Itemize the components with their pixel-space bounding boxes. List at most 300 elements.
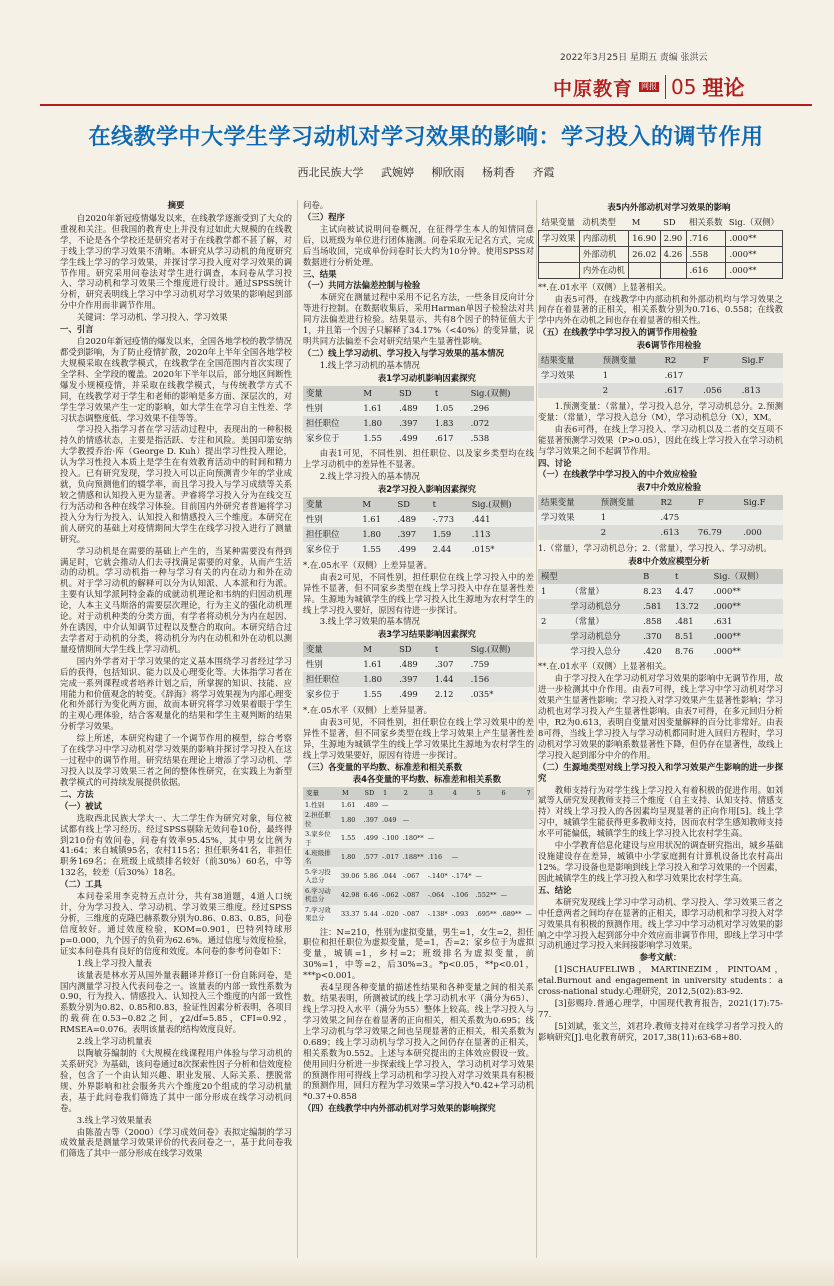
- reference-item: [1]SCHAUFELIWB，MARTINEZIM，PINTOAM，etal.Burnout and engagement in university students：a cross-national study.心理研究，2012,5(02):83-92.: [538, 964, 783, 997]
- table-cell: [524, 800, 535, 810]
- table-header-row: [538, 495, 783, 510]
- table-header-cell: 变量: [303, 642, 360, 657]
- table-header-cell: 7: [524, 787, 535, 799]
- table-cell: [740, 510, 783, 525]
- table-cell: [524, 810, 535, 829]
- table-cell: .056: [703, 384, 722, 395]
- table-cell: [538, 644, 567, 659]
- table-cell: -.773: [432, 514, 455, 525]
- table-cell: （常量）: [570, 585, 604, 596]
- table-header-cell: Sig.(双侧): [468, 386, 534, 401]
- subsection-heading: （一）被试: [60, 800, 102, 811]
- table-cell: .000: [743, 527, 762, 538]
- abstract-text: 自2020年新冠疫情爆发以来，在线教学逐渐受到了大众的重视和关注。但我国的教育史上并没有过如此大规模的在线教学，不论是各个学校还是研究者对于在线教学都不甚了解，对于线上学习的学习效果不清晰。本研究从学习动机的角度研究学生线上学习的学习效果，并探讨学习投入度对学习效果的调节作用。研究采用问卷法对学生进行调查，本问卷从学习投入、学习动机和学习效果三个维度进行设计。通过SPSS统计分析，研究表明线上学习中学习动机对学习效果的影响起到部分中介作用而非调节作用。: [60, 212, 292, 311]
- paragraph: 综上所述，本研究构建了一个调节作用的模型，综合考察了在线学习中学习动机对学习效果的影响并探讨学习投入在这一过程中的调节作用。研究结果在理论上增添了学习动机、学习投入以及学习效果三者之间的整体性研究，在实践上为新型教学模式的可持续发展提供依据。: [60, 733, 292, 787]
- table-header-cell: R2: [658, 495, 695, 510]
- table-cell: 26.02: [629, 246, 660, 262]
- paragraph: 2.线上学习动机量表: [76, 1036, 152, 1047]
- table-cell: .499: [363, 834, 379, 843]
- table-cell: [474, 848, 499, 867]
- table-row: [303, 542, 534, 557]
- paragraph: 问卷。: [303, 200, 329, 210]
- table-cell: .695**: [475, 909, 497, 918]
- table-cell: 2.担任职位: [305, 811, 331, 828]
- table-row: [303, 905, 534, 924]
- table-cell: -.138*: [427, 909, 448, 918]
- table-cell: .188**: [402, 853, 424, 862]
- table-header-cell: 结果变量: [538, 495, 598, 510]
- table-cell: -.093: [451, 909, 469, 918]
- table-note: 1.预测变量：（常量），学习投入总分，学习动机总分。2.预测变量：（常量），学习投入总分（M），学习动机总分（X），XM。: [538, 400, 783, 422]
- table-note: 注：N=210，性别为虚拟变量，男生=1，女生=2，担任职位和担任职位为虚拟变量，是=1，否=2；家乡位于为虚拟变量，城镇=1，乡村=2；班级排名为虚拟变量，前30%=1，中等=2，后30%=3。*p<0.05，**p<0.01，***p<0.001。: [303, 926, 534, 981]
- table-cell: -.020: [382, 909, 399, 918]
- table-row: [303, 687, 534, 702]
- table-header-row: [303, 386, 534, 401]
- table-cell: [538, 383, 600, 398]
- table-cell: [629, 262, 660, 278]
- table-cell: .180**: [402, 834, 424, 843]
- table-header-cell: Sig.(双侧): [468, 642, 534, 657]
- table-cell: [539, 246, 580, 262]
- table-cell: [474, 800, 499, 810]
- paragraph: 中小学教育信息化建设与应用状况的调查研究指出，城乡基础设施建设存在差异，城镇中小学家庭拥有计算机设备比农村高出12%。学习设备也是影响到线上学习投入和学习效果的一个因素，因此城镇学生的线上学习投入和学习效果比农村学生高。: [538, 840, 783, 883]
- table-row: [538, 383, 783, 398]
- table-cell: .617: [664, 384, 684, 395]
- table-cell: [538, 629, 567, 644]
- table-cell: [474, 810, 499, 829]
- table-cell: 16.90: [629, 230, 660, 246]
- table-cell: [499, 810, 524, 829]
- table-header-cell: 变量: [303, 386, 360, 401]
- table-header-cell: 5: [474, 787, 499, 799]
- table-cell: .538: [470, 432, 490, 443]
- table-cell: [450, 800, 474, 810]
- table-header-cell: 1: [380, 787, 401, 799]
- table-cell: 7.学习效果总分: [305, 905, 331, 923]
- table-cell: 1: [602, 370, 609, 381]
- table-header-cell: Sig.(双侧): [469, 497, 534, 512]
- table-cell: [695, 510, 740, 525]
- table-cell: .113: [471, 528, 491, 539]
- paragraph: 主试向被试说明问卷概况，在征得学生本人的知情同意后，以班级为单位进行团体施测。问卷采取无记名方式，完成后当场收回，完成单份问卷时长大约为10分钟。使用SPSS对数据进行分析处理。: [303, 223, 534, 267]
- table-cell: .000**: [713, 645, 741, 656]
- table-cell: 76.79: [697, 527, 722, 538]
- table-cell: —: [427, 834, 435, 843]
- table-cell: 4.班级排名: [305, 849, 331, 866]
- table-row: [538, 584, 783, 599]
- table-row: [303, 810, 534, 829]
- table-cell: 1.55: [340, 834, 356, 843]
- table-cell: [539, 262, 580, 278]
- subsection-heading: （二）生源地类型对线上学习投入和学习效果产生影响的进一步探究: [538, 761, 783, 783]
- table-cell: 1.55: [363, 432, 382, 443]
- table-header-cell: F: [700, 353, 739, 368]
- table-header-cell: M: [631, 216, 641, 227]
- table-cell: 担任职位: [306, 528, 340, 539]
- table-cell: —: [500, 891, 508, 899]
- column-3: [538, 200, 783, 1258]
- abstract-heading: 摘要: [167, 200, 185, 210]
- table-header-cell: 2: [401, 787, 426, 799]
- table-cell: -.140*: [427, 872, 448, 881]
- table-cell: 8.51: [674, 630, 694, 641]
- table-cell: 学习效果: [541, 512, 575, 523]
- table-cell: .420: [643, 645, 662, 656]
- table-cell: 家乡位于: [306, 432, 340, 443]
- table-header-cell: Sig.F: [740, 495, 783, 510]
- column-divider: [297, 200, 298, 1258]
- subsection-heading: （五）在线教学中学习投入的调节作用检验: [538, 327, 698, 338]
- reference-item: [3]彭赐玲.普通心理学，中国现代教育报告，2021(17):75-77.: [538, 998, 783, 1019]
- table-cell: .000**: [713, 600, 741, 611]
- table-cell: .481: [674, 615, 694, 626]
- table-cell: -.174*: [451, 872, 472, 881]
- paragraph: 由表1可见，不同性别、担任职位、以及家乡类型均在线上学习动机中的差异性不显著。: [303, 448, 534, 470]
- table-row: [303, 848, 534, 867]
- table-row: [303, 867, 534, 886]
- table-header-cell: M: [360, 386, 396, 401]
- table-cell: 1.80: [363, 674, 382, 685]
- paragraph: 国内外学者对于学习效果的定义基本围绕学习者经过学习后的获得，包括知识、能力以及心理变化等。大体指学习者在完成一系列课程或者培养计划之后，所掌握的知识、技能、应用能力和价值观念的转变。《辞海》将学习效果视为内部心理变化和外部行为变化两方面，故而本研究将学习效果着眼于学生的主观心理体验，结合客观量化的结果和学生主观判断的结果分析学习效果。: [60, 655, 292, 732]
- table-cell: [450, 810, 474, 829]
- paragraph: 本问卷采用李克特五点计分，共有38道题，4道人口统计，分为学习投入、学习动机、学习效果三维度。经过SPSS分析，三维度的克隆巴赫系数分别为0.86、0.83、0.85，问卷信度较好。通过效度检验，KOM=0.901，巴特列特球形p=0.000，九个因子的负荷为62.6%。通过信度与效度检验，证实本问卷具有良好的信度和效度。本问卷的参考问卷如下：: [60, 891, 292, 956]
- paragraph: 教师支持行为对学生线上学习投入有着积极的促进作用。如刘斌等人研究发现教师支持三个维度（自主支持、认知支持、情感支持）对线上学习投入的各因素均呈现显著的正向作用[5]。线上学习中，城镇学生能获得更多教师支持，因而农村学生感知教师支持水平可能偏低，城镇学生的线上学习投入比农村学生高。: [538, 784, 783, 839]
- table-row: [538, 629, 783, 644]
- table-cell: [450, 829, 474, 848]
- table-cell: .558: [686, 246, 726, 262]
- table-cell: 39.06: [340, 872, 360, 881]
- table-header-cell: 相关系数: [689, 216, 723, 227]
- column-divider: [536, 200, 537, 1258]
- table-cell: —: [382, 800, 389, 809]
- table-caption: 表7中介效应检验: [636, 482, 702, 493]
- table-cell: 1.80: [340, 815, 356, 824]
- table-cell: -.064: [427, 891, 445, 899]
- paragraph: 本研究发现线上学习中学习动机、学习投入、学习效果三者之中任意两者之间均存在显著的正相关，即学习动机和学习投入对学习效果具有积极的预测作用。线上学习中学习动机对学习效果的影响之中学习投入起到部分中介效应而非调节作用，即线上学习中学习动机通过学习投入来间接影响学习效果。: [538, 896, 783, 951]
- table-cell: .577: [363, 853, 379, 862]
- table-cell: [700, 368, 739, 383]
- table-cell: -.087: [402, 909, 420, 918]
- table-cell: 1.61: [363, 659, 382, 670]
- table-cell: —: [525, 909, 532, 918]
- table-header-cell: M: [359, 497, 394, 512]
- table-header-row: [539, 215, 783, 230]
- table-cell: 1: [600, 512, 607, 523]
- table-header-cell: 3: [426, 787, 450, 799]
- table-header-cell: [567, 569, 640, 584]
- paragraph: 由表3可见，不同性别，担任职位在线上学习效果中的差异性不显著，但不同家乡类型在线上学习效果上产生显著性差异，生源地为城镇学生的线上学习效果比生源地为农村学生的线上学习效果要好，原因有待进一步探讨。: [303, 716, 534, 760]
- table-header-row: [303, 497, 534, 512]
- table-row: [303, 886, 534, 905]
- table-cell: 性别: [306, 402, 323, 413]
- table-header-row: [303, 642, 534, 657]
- table-cell: [660, 262, 686, 278]
- table-header-cell: M: [360, 642, 396, 657]
- table-cell: .499: [399, 689, 418, 700]
- table-cell: [524, 867, 535, 886]
- table-header-cell: 结果变量: [541, 216, 575, 227]
- table-header-cell: 预测变量: [598, 495, 658, 510]
- table-cell: 学习投入总分: [570, 645, 621, 656]
- table-header-cell: Sig.（双侧）: [711, 569, 783, 584]
- table-header-cell: 预测变量: [600, 353, 662, 368]
- table-cell: .296: [470, 402, 490, 413]
- table-cell: [426, 800, 450, 810]
- table-cell: -.017: [382, 853, 399, 862]
- table-cell: 学习动机总分: [570, 630, 621, 641]
- section-heading: 四、讨论: [538, 457, 572, 468]
- table-cell: —: [451, 853, 459, 862]
- paragraph: 由表2可见，不同性别，担任职位在线上学习投入中的差异性不显著，但不同家乡类型在线上学习投入中存在显著性差异。生源地为城镇学生的线上学习投入比生源地为农村学生的线上学习投入要好，原因有待进一步探讨。: [303, 571, 534, 615]
- table-header-cell: M: [339, 787, 362, 799]
- table-cell: [524, 829, 535, 848]
- table-header-cell: t: [432, 642, 468, 657]
- table-note: *.在.05水平（双侧）上差异显著。: [303, 559, 433, 570]
- table-cell: 担任职位: [306, 674, 340, 685]
- table-cell: 8.76: [674, 645, 694, 656]
- paragraph: 学习动机是在需要的基础上产生的，当某种需要没有得到满足时，它就会推动人们去寻找满足需要的对象，从而产生活动的动机。学习动机指一种与学习有关的内在动力和外在动机。对于学习动机的解释可以分为认知派、人本派和行为派。主要有认知学派阿特金森的成就动机理论和韦纳的归因动机理论，人本主义马斯洛的需要层次理论，行为主义的强化动机理论。对于动机种类的分类方面，有学者将动机分为内在起因、外在诱因，中介认知调节过程以及整合的取向。本研究结合过去学者对于动机的分类，将动机分为内在动机和外在动机以测量疫情期间大学生线上学习动机。: [60, 545, 292, 654]
- table-cell: 1.55: [362, 543, 381, 554]
- paragraph: 表4呈现各种变量的描述性结果和各种变量之间的相关系数。结果表明，所测被试的线上学习动机水平（满分为65）、线上学习投入水平（满分为55）整体上较高。线上学习投入与学习效果之间存在着显著的正向相关，相关系数为0.695；线上学习动机与学习效果之间也呈现显著的正相关，相关系数为0.689；线上学习动机与学习投入之间仍存在显著的正相关，相关系数为0.552。上述与本研究提出的主体效应假设一致。使用回归分析进一步探索线上学习投入，学习动机对学习效果的预测作用可得线上学习动机和学习投入对学习效果具有积极的预测作用，回归方程为学习效果=学习投入*0.42+学习动机*0.37+0.858: [303, 982, 534, 1102]
- table-cell: [499, 848, 524, 867]
- table-cell: .489: [399, 659, 418, 670]
- table-row: [303, 431, 534, 446]
- header-rule: [40, 104, 812, 106]
- table-cell: .613: [660, 527, 680, 538]
- table-cell: 1.80: [363, 417, 382, 428]
- reference-item: [5]刘斌，张文兰，刘君玲.教师支持对在线学习者学习投入的影响研究[J].电化教育研究，2017,38(11):63-68+80.: [538, 1020, 783, 1042]
- references-heading: 参考文献：: [639, 952, 682, 963]
- paragraph: 本研究在测量过程中采用不记名方法，一些条目反向计分等进行控制。在数据收集后，采用Harman单因子检验法对共同方法偏差进行检验。结果显示，共有8个因子的特征值大于1，并且第一个因子只解释了34.17%（<40%）的变异量，说明共同方法偏差不会对研究结果产生显著性影响。: [303, 292, 534, 347]
- table-cell: .716: [686, 230, 726, 246]
- table-cell: 担任职位: [306, 417, 340, 428]
- section-heading: 三、结果: [303, 268, 337, 279]
- table-header-cell: Sig.F: [739, 353, 783, 368]
- table-cell: —: [402, 815, 410, 824]
- table-header-cell: SD: [396, 642, 432, 657]
- table-cell: .858: [643, 615, 662, 626]
- table-header-cell: SD: [396, 386, 432, 401]
- table-row: [303, 672, 534, 687]
- table-cell: 2: [600, 527, 607, 538]
- table-caption: 表6调节作用检验: [636, 340, 702, 351]
- table-cell: 性别: [306, 659, 323, 670]
- table-cell: .072: [470, 417, 490, 428]
- table-header-cell: Sig.（双侧）: [728, 216, 779, 227]
- table-cell: .441: [471, 514, 491, 525]
- table-row: [538, 644, 783, 659]
- table-cell: .000**: [726, 262, 783, 278]
- paragraph: 由表5可得，在线教学中内部动机和外部动机均与学习效果之间存在着显著的正相关，相关系数分别为0.716、0.558；在线教学中内外在动机之间也存在着显著的相关性。: [538, 293, 783, 326]
- table-row: [539, 230, 783, 246]
- table-cell: -.100: [382, 834, 399, 843]
- table-note: 1.（常量），学习动机总分；2.（常量），学习投入、学习动机。: [538, 543, 772, 554]
- table-cell: -.106: [451, 891, 469, 899]
- section-heading: 五、结论: [538, 884, 572, 895]
- table-cell: .049: [382, 815, 397, 824]
- table-cell: [499, 867, 524, 886]
- table-note: *.在.05水平（双侧）上差异显著。: [303, 704, 433, 715]
- table-cell: 家乡位于: [306, 543, 340, 554]
- table-cell: 13.72: [674, 600, 699, 611]
- table-row: [539, 246, 783, 262]
- table-row: [538, 510, 783, 525]
- table-caption: 表5内外部动机对学习效果的影响: [607, 202, 731, 212]
- table-header-cell: SD: [663, 216, 676, 227]
- table-header-cell: 动机类型: [582, 216, 616, 227]
- table-row: [538, 525, 783, 540]
- paragraph: 以陶敏芬编制的《大规模在线课程用户体验与学习动机的关系研究》为基础，该问卷通过8次探索性因子分析和信效度检验，包含了一个由认知兴趣、职业发展、人际关系、摆脱常规、外界影响和社会服务共六个维度20个组成的学习动机量表，基于此问卷我们筛选了其中一部分形成在线学习动机问卷。: [60, 1048, 292, 1113]
- table-row: [538, 368, 783, 383]
- table-cell: [538, 525, 598, 540]
- table-cell: .499: [397, 543, 417, 554]
- section-heading: 一、引言: [60, 324, 94, 335]
- table-cell: 2.44: [432, 543, 452, 554]
- table-cell: 1.61: [363, 402, 382, 413]
- table-caption: 表2学习投入影响因素探究: [377, 484, 476, 495]
- table-cell: 性别: [306, 514, 323, 525]
- table-cell: .617: [664, 370, 684, 381]
- table-cell: 2: [602, 384, 609, 395]
- table-cell: 家乡位于: [306, 689, 340, 700]
- table-cell: .759: [470, 659, 490, 670]
- table-caption: 表4各变量的平均数、标准差和相关系数: [352, 774, 501, 785]
- table-cell: .489: [399, 402, 418, 413]
- table-row: [538, 614, 783, 629]
- subsection-heading: （一）在线教学中学习投入的中介效应检验: [538, 469, 698, 480]
- column-2: [303, 200, 534, 1258]
- table-cell: 2: [541, 615, 547, 626]
- table-cell: [499, 800, 524, 810]
- table-header-cell: R2: [662, 353, 701, 368]
- table-cell: 2.90: [660, 230, 686, 246]
- table-cell: 4.26: [660, 246, 686, 262]
- table-row: [303, 800, 534, 810]
- table-cell: .489: [363, 800, 379, 809]
- table-header-cell: B: [640, 569, 672, 584]
- paragraph: 由陈盈吉等（2000）《学习成效问卷》表拟定编制的学习成效量表是测量学习效果评价的代表问卷之一，基于此问卷我们筛选了其中一部分形成在线学习效果: [60, 1126, 292, 1159]
- table-note: **.在.01水平（双侧）上显著相关。: [538, 281, 672, 292]
- table-header-cell: 变量: [303, 497, 359, 512]
- table-cell: 1.55: [363, 689, 382, 700]
- table-row: [538, 599, 783, 614]
- article-authors: 西北民族大学 武婉婷 柳欣雨 杨莉香 齐霞: [297, 166, 555, 179]
- table-row: [303, 657, 534, 672]
- paragraph: 自2020年新冠疫情的爆发以来，全国各地学校的教学情况都受到影响，为了防止疫情扩散，2020年上半年全国各地学校大规模采取在线教学模式，在线教学在全国范围内首次实现了全学科、全学段的覆盖。2020年下半年以后，部分地区间断性爆发小规模疫情，并采取在线教学模式，与传统教学方式不同，在线教学对于学生和老师的影响是多方面、深层次的，对学生学习效果产生一定的影响，如大学生在学习自主性差、学习状态调整度低、学习效果不佳等等。: [60, 336, 292, 423]
- table-row: [303, 829, 534, 848]
- page-number: 05: [665, 75, 696, 99]
- paragraph: 由表6可得，在线上学习投入、学习动机以及二者的交互项不能显著预测学习效果（P>0.05），因此在线上学习投入在学习动机与学习效果之间不起调节作用。: [538, 423, 783, 456]
- table-cell: .397: [397, 528, 417, 539]
- table-cell: 1.61: [340, 800, 356, 809]
- table-header-cell: 变量: [303, 787, 339, 799]
- table-cell: .044: [382, 872, 397, 881]
- table-cell: [426, 810, 450, 829]
- subsection-heading: （一）共同方法偏差控制与检验: [303, 280, 421, 291]
- table-header-cell: 4: [450, 787, 474, 799]
- paragraph: 学习投入指学习者在学习活动过程中，表现出的一种积极持久的情感状态，主要是指活跃、专注和风险。美国印第安纳大学教授乔治·库（George D. Kuh）提出学习性投入理论，认为学习性投入本质上是学生在有效教育活动中的时间和精力投入。已有研究发现，学习投入可以正向预测青少年的学业成就，负向预测他们的辍学率，而且学习投入与学习成绩等关系较之情感和认知投入更为显著。尹睿将学习投入分为在线交互行为活动和各种在线学习体验。目前国内外研究者普遍将学习投入分为行为投入、认知投入和情感投入三个维度。本研究在前人研究的基础上对疫情期间大学生在线学习投入进行了测量研究。: [60, 424, 292, 544]
- table-cell: -.087: [402, 891, 420, 899]
- table-cell: .000**: [726, 246, 783, 262]
- masthead-title: 中原教育: [553, 77, 634, 100]
- paragraph: 该量表是林水芳从国外量表翻译并修订一份自陈问卷，是国内测量学习投入代表问卷之一。该量表的内部一致性系数为0.90，行为投入、情感投入、认知投入三个维度的内部一致性系数分别为0.82、0.85和0.83，验证性因素分析表明，各项目的载荷在0.53~0.82之间，χ2/df=5.85，CFI=0.92，RMSEA=0.076。表明该量表的结构效度良好。: [60, 969, 292, 1035]
- table-cell: 1.05: [434, 402, 454, 413]
- table-cell: 5.学习投入总分: [305, 867, 331, 885]
- table-cell: 内部动机: [579, 230, 628, 246]
- table-cell: .307: [434, 659, 454, 670]
- table-row: [303, 527, 534, 542]
- table-cell: .499: [399, 432, 418, 443]
- section-heading: 二、方法: [60, 788, 94, 799]
- table-header-cell: SD: [394, 497, 429, 512]
- table-cell: .475: [660, 512, 680, 523]
- table-header-cell: t: [672, 569, 711, 584]
- table-cell: 5.86: [363, 872, 379, 881]
- table-cell: .156: [470, 674, 490, 685]
- table-cell: .631: [713, 615, 733, 626]
- page-bottom-edge: [0, 1258, 834, 1286]
- subsection-heading: （二）线上学习动机、学习投入与学习效果的基本情况: [303, 347, 504, 358]
- table-cell: .489: [397, 514, 417, 525]
- table-cell: .689**: [500, 909, 522, 918]
- table-cell: [401, 800, 426, 810]
- paragraph: 由于学习投入在学习动机对学习效果的影响中无调节作用，故进一步检测其中介作用。由表7可得，线上学习中学习动机对学习效果产生显著性影响；学习投入对学习效果产生显著性影响；学习动机也对学习投入产生显著性影响。由表7可得，在多元回归分析中，R2为0.613，表明自变量对因变量解释的百分比非常好。由表8可得，当线上学习投入与学习动机都同时进入回归方程时，学习动机对学习效果的影响系数显著性下降，但仍存在显著性，故线上学习投入起到部分中介的作用。: [538, 673, 783, 760]
- table-cell: .000**: [726, 230, 783, 246]
- table-cell: 1.83: [434, 417, 454, 428]
- table-note: **.在.01水平（双侧）上显著相关。: [538, 661, 672, 672]
- table-cell: 学习动机总分: [570, 600, 621, 611]
- table-cell: .000**: [713, 585, 741, 596]
- paragraph: 3.线上学习效果量表: [76, 1114, 152, 1125]
- table-8: [538, 569, 783, 659]
- table-cell: 内外在动机: [579, 262, 628, 278]
- table-cell: 1.61: [362, 514, 381, 525]
- table-cell: .397: [399, 417, 418, 428]
- table-caption: 表8中介效应模型分析: [628, 555, 710, 566]
- table-caption: 表3学习结果影响因素探究: [377, 629, 476, 640]
- table-header-cell: t: [430, 497, 469, 512]
- paragraph: 1.线上学习动机的基本情况: [319, 359, 420, 370]
- subsection-heading: （四）在线教学中内外部动机对学习效果的影响探究: [303, 1103, 496, 1114]
- table-row: [303, 401, 534, 416]
- paragraph: 1.线上学习投入量表: [76, 957, 152, 968]
- table-caption: 表1学习动机影响因素探究: [377, 372, 476, 383]
- table-cell: 3.家乡位于: [305, 830, 331, 847]
- table-cell: 4.47: [674, 585, 694, 596]
- table-row: [539, 262, 783, 278]
- table-cell: 6.46: [363, 891, 379, 899]
- table-cell: 5.44: [363, 909, 379, 918]
- table-2: [303, 497, 534, 557]
- table-cell: .581: [643, 600, 662, 611]
- table-cell: [474, 829, 499, 848]
- table-cell: 1: [541, 585, 547, 596]
- table-cell: 1.性别: [305, 800, 325, 809]
- table-header-cell: F: [695, 495, 740, 510]
- table-cell: .813: [741, 384, 761, 395]
- table-header-row: [538, 353, 783, 368]
- table-cell: 学习效果: [541, 370, 575, 381]
- subsection-heading: （三）程序: [303, 211, 345, 222]
- table-cell: [524, 886, 535, 905]
- table-cell: 1.59: [432, 528, 452, 539]
- table-cell: .617: [434, 432, 454, 443]
- table-cell: 1.80: [362, 528, 381, 539]
- table-header-cell: 模型: [538, 569, 567, 584]
- table-cell: .000**: [713, 630, 741, 641]
- table-6: [538, 353, 783, 398]
- table-row: [303, 512, 534, 527]
